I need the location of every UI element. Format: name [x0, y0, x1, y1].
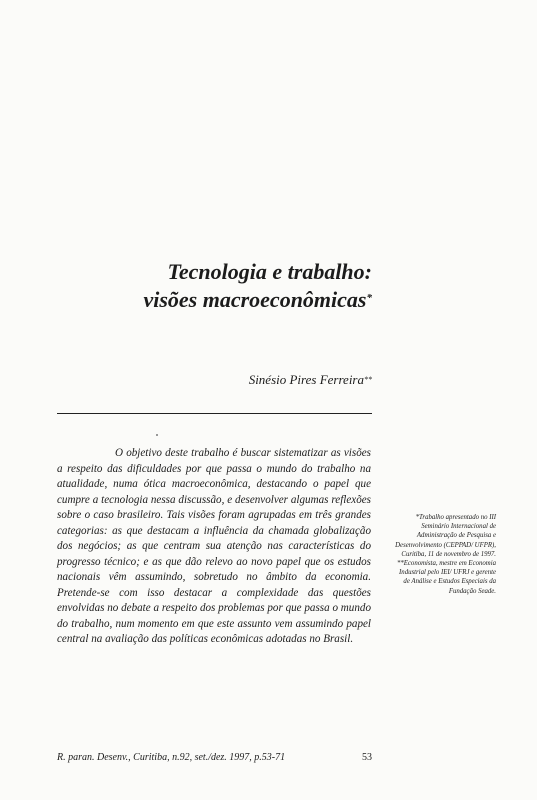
- scan-speck: [156, 434, 158, 436]
- author-footnote-marker: **: [364, 375, 372, 384]
- title-line-2: [72, 286, 372, 314]
- page-number: 53: [362, 752, 372, 763]
- separator-rule: [57, 413, 372, 414]
- running-footer-citation: R. paran. Desenv., Curitiba, n.92, set./dez. 1997, p.53-71: [57, 752, 286, 763]
- abstract-paragraph: O objetivo deste trabalho é buscar sistematizar as visões a respeito das dificuldades por que passa o mundo do trabalho na atualidade, numa ótica macroeconômica, destacando o papel que cumpre a tecnologia nessa discussão, e desenvolver algumas reflexões sobre o caso brasileiro. Tais visões foram agrupadas em três grandes categorias: as que destacam a influência da chamada globalização dos negócios; as que centram sua atenção nas características do progresso técnico; e as que dão relevo ao novo papel que os estudos nacionais vêm assumindo, sobretudo no âmbito da economia. Pretende-se com isso destacar a complexidade das questões envolvidas no debate a respeito dos problemas por que passa o mundo do trabalho, num momento em que este assunto vem assumindo papel central na avaliação das políticas econômicas adotadas no Brasil.: [57, 447, 371, 645]
- title-line-1: Tecnologia e trabalho:: [167, 259, 372, 284]
- title-line-2-text: visões macroeconômicas: [143, 287, 367, 312]
- footnote-1: *Trabalho apresentado no III Seminário Internacional de Administração de Pesquisa e Desenvolvimento (CEPPAD/ UFPR), Curitiba, 11 de novembro de 1997.: [395, 514, 496, 558]
- title-footnote-marker: *: [366, 292, 372, 304]
- author-byline: [122, 372, 372, 388]
- article-title: [72, 258, 372, 314]
- author-name: Sinésio Pires Ferreira: [248, 372, 364, 387]
- footnotes: [392, 513, 496, 596]
- footnote-2: **Economista, mestre em Economia Industrial pelo IEI/ UFRJ e gerente de Análise e Estudos Especiais da Fundação Seade.: [396, 560, 496, 595]
